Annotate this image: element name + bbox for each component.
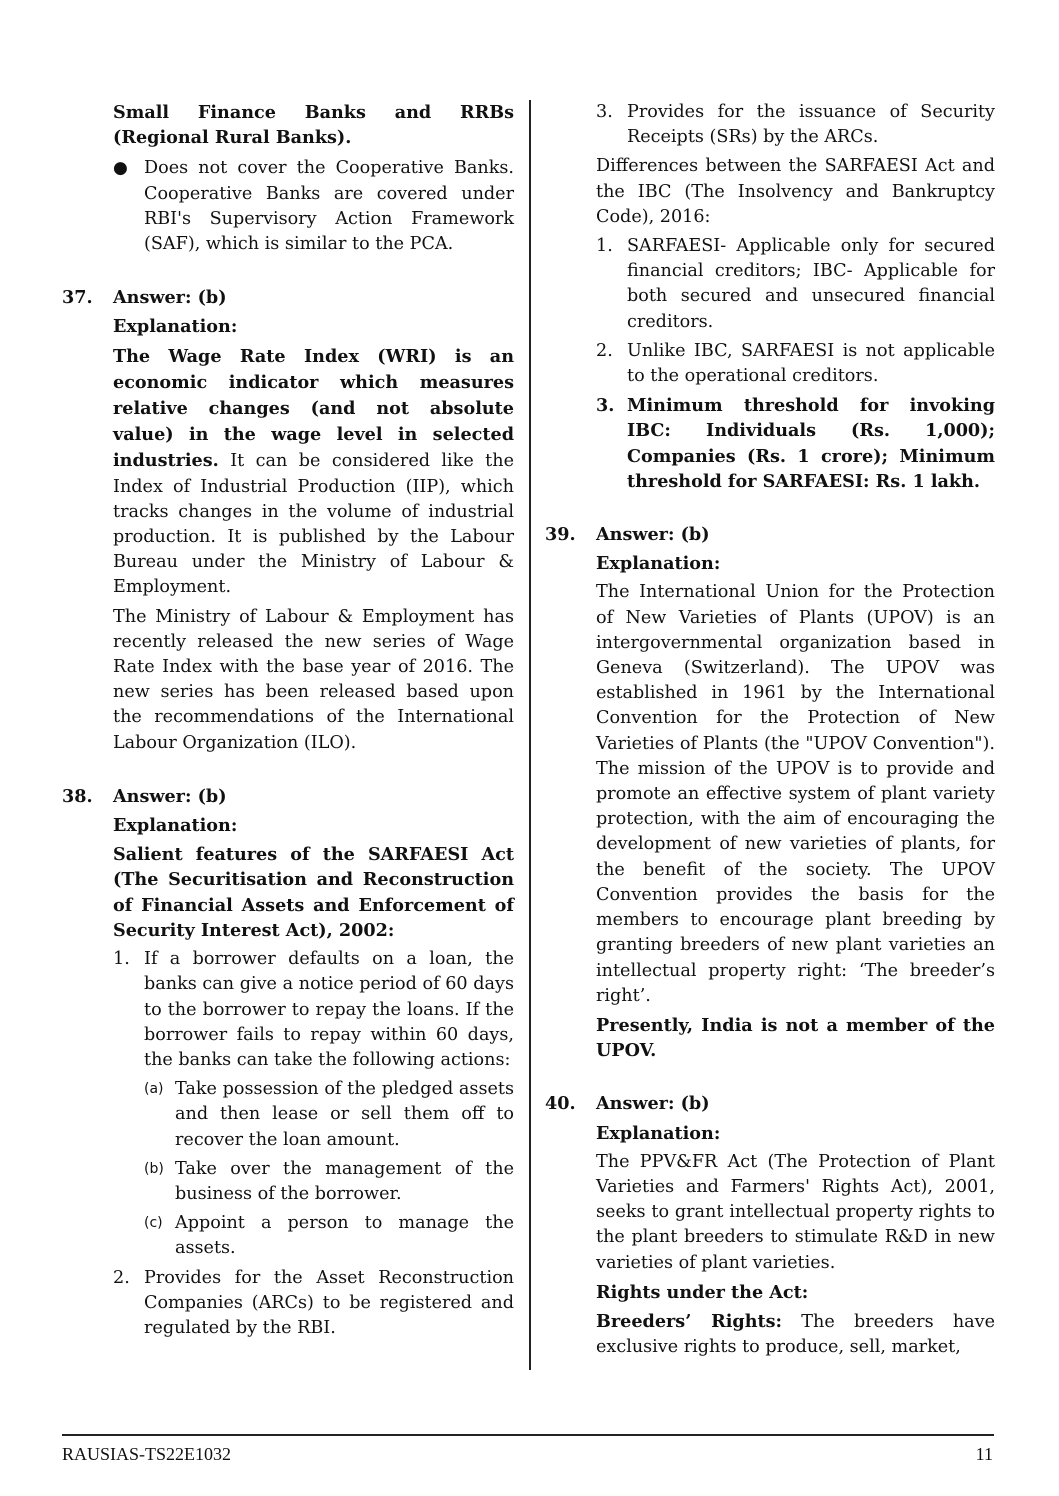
left-column	[62, 100, 514, 1341]
q40-header	[545, 1091, 995, 1116]
question-38	[62, 784, 514, 1341]
q40-breeders-label: Breeders’ Rights:	[596, 1310, 783, 1332]
intro-bold-text: Small Finance Banks and RRBs (Regional Rural Banks).	[113, 102, 514, 149]
q38-sub-item	[144, 1157, 514, 1207]
q38-item3-number: 3.	[596, 102, 613, 122]
q38-sub-a-label: (a)	[144, 1081, 164, 1098]
q40-explanation-label: Explanation:	[596, 1122, 721, 1144]
q38-item2-number: 2.	[113, 1267, 130, 1288]
q38-list-item	[113, 947, 514, 1073]
q37-header	[62, 285, 514, 310]
q38-item3-text: Provides for the issuance of Security Receipts (SRs) by the ARCs.	[627, 102, 995, 148]
differences-intro: Differences between the SARFAESI Act and the IBC (The Insolvency and Bankruptcy Code), 2016:	[596, 156, 995, 227]
diff1-text: SARFAESI- Applicable only for secured financial creditors; IBC- Applicable for both secured and unsecured financial creditors.	[627, 236, 995, 332]
q39-number: 39.	[545, 524, 576, 546]
intro-bullet-text: Does not cover the Cooperative Banks. Cooperative Banks are covered under RBI's Supervisory Action Framework (SAF), which is similar to the PCA.	[144, 158, 514, 255]
q37-answer: Answer: (b)	[113, 287, 227, 309]
footer-page-number: 11	[975, 1444, 993, 1464]
q38-sub-b-text: Take over the management of the business of the borrower.	[175, 1158, 514, 1204]
q39-paragraph-2: Presently, India is not a member of the UPOV.	[596, 1014, 995, 1062]
diff2-number: 2.	[596, 340, 613, 361]
diff3-text: Minimum threshold for invoking IBC: Individuals (Rs. 1,000); Companies (Rs. 1 crore); Minimum threshold for SARFAESI: Rs. 1 lakh.	[627, 395, 995, 492]
q40-breeders-rights	[596, 1309, 995, 1360]
footer-divider	[62, 1434, 994, 1436]
q40-breeders-text: The breeders have exclusive rights to produce, sell, market,	[596, 1311, 996, 1358]
q38-number: 38.	[62, 785, 93, 807]
q38-item1-number: 1.	[113, 949, 130, 970]
q38-item2-text: Provides for the Asset Reconstruction Companies (ARCs) to be registered and regulated by the RBI.	[144, 1267, 514, 1338]
footer-document-code: RAUSIAS-TS22E1032	[62, 1444, 232, 1464]
right-column	[545, 100, 995, 1360]
q40-number: 40.	[545, 1093, 576, 1115]
q38-sub-c-text: Appoint a person to manage the assets.	[175, 1213, 514, 1259]
q38-sub-c-label: (c)	[144, 1215, 163, 1232]
difference-item	[596, 234, 995, 335]
difference-item	[596, 393, 995, 494]
q37-explanation-label: Explanation:	[113, 316, 238, 338]
q39-explanation-label: Explanation:	[596, 553, 721, 575]
q38-heading: Salient features of the SARFAESI Act (The Securitisation and Reconstruction of Financial Assets and Enforcement of Security Interest Act), 2002:	[113, 844, 514, 941]
q38-sub-item	[144, 1211, 514, 1261]
q39-paragraph-1: The International Union for the Protection of New Varieties of Plants (UPOV) is an intergovernmental organization based in Geneva (Switzerland). The UPOV was established in 1961 by the International Convention for the Protection of New Varieties of Plants (the "UPOV Convention"). The mission of the UPOV is to provide and promote an effective system of plant variety protection, with the aim of encouraging the development of new varieties of plants, for the benefit of the society. The UPOV Convention provides the basis for the members to encourage plant breeding by granting breeders of new plant varieties an intellectual property right: ‘The breeder’s right’.	[596, 582, 995, 1006]
q37-para1-bold: The Wage Rate Index (WRI) is an economic indicator which measures relative changes (and not absolute value) in the wage level in selected industries.	[113, 345, 514, 472]
difference-item	[596, 339, 995, 389]
bullet-dot-icon: ●	[113, 158, 128, 179]
q38-sub-item	[144, 1077, 514, 1153]
q38-explanation-label: Explanation:	[113, 815, 238, 837]
q38-header	[62, 784, 514, 809]
diff1-number: 1.	[596, 236, 613, 257]
intro-bullet-item	[113, 156, 514, 257]
column-divider	[529, 100, 531, 1370]
q37-para1-rest: It can be considered like the Index of Industrial Production (IIP), which tracks changes in the volume of industrial production. It is published by the Labour Bureau under the Ministry of Labour & Employment.	[113, 451, 514, 598]
q40-rights-heading: Rights under the Act:	[596, 1281, 809, 1303]
question-37	[62, 285, 514, 756]
q38-item1-text: If a borrower defaults on a loan, the banks can give a notice period of 60 days to the borrower to repay the loans. If the borrower fails to repay within 60 days, the banks can take the following actions:	[144, 949, 514, 1070]
q38-list-item	[113, 1266, 514, 1342]
q39-answer: Answer: (b)	[596, 524, 710, 546]
q40-answer: Answer: (b)	[596, 1093, 710, 1115]
q37-paragraph-2: The Ministry of Labour & Employment has recently released the new series of Wage Rate Index with the base year of 2016. The new series has been released based upon the recommendations of the International Labour Organization (ILO).	[113, 606, 514, 753]
q39-header	[545, 522, 995, 547]
q38-list-item	[596, 100, 995, 150]
q37-number: 37.	[62, 287, 93, 309]
diff2-text: Unlike IBC, SARFAESI is not applicable to the operational creditors.	[627, 340, 995, 387]
question-40	[545, 1091, 995, 1360]
q38-sub-a-text: Take possession of the pledged assets and then lease or sell them off to recover the loan amount.	[175, 1079, 514, 1150]
q38-sub-b-label: (b)	[144, 1160, 164, 1177]
q38-answer: Answer: (b)	[113, 785, 227, 807]
question-39	[545, 522, 995, 1063]
q40-paragraph-1: The PPV&FR Act (The Protection of Plant Varieties and Farmers' Rights Act), 2001, seeks to grant intellectual property rights to the plant breeders to stimulate R&D in new varieties of plant varieties.	[596, 1151, 995, 1273]
diff3-number: 3.	[596, 395, 615, 417]
q37-paragraph-1	[113, 344, 514, 601]
